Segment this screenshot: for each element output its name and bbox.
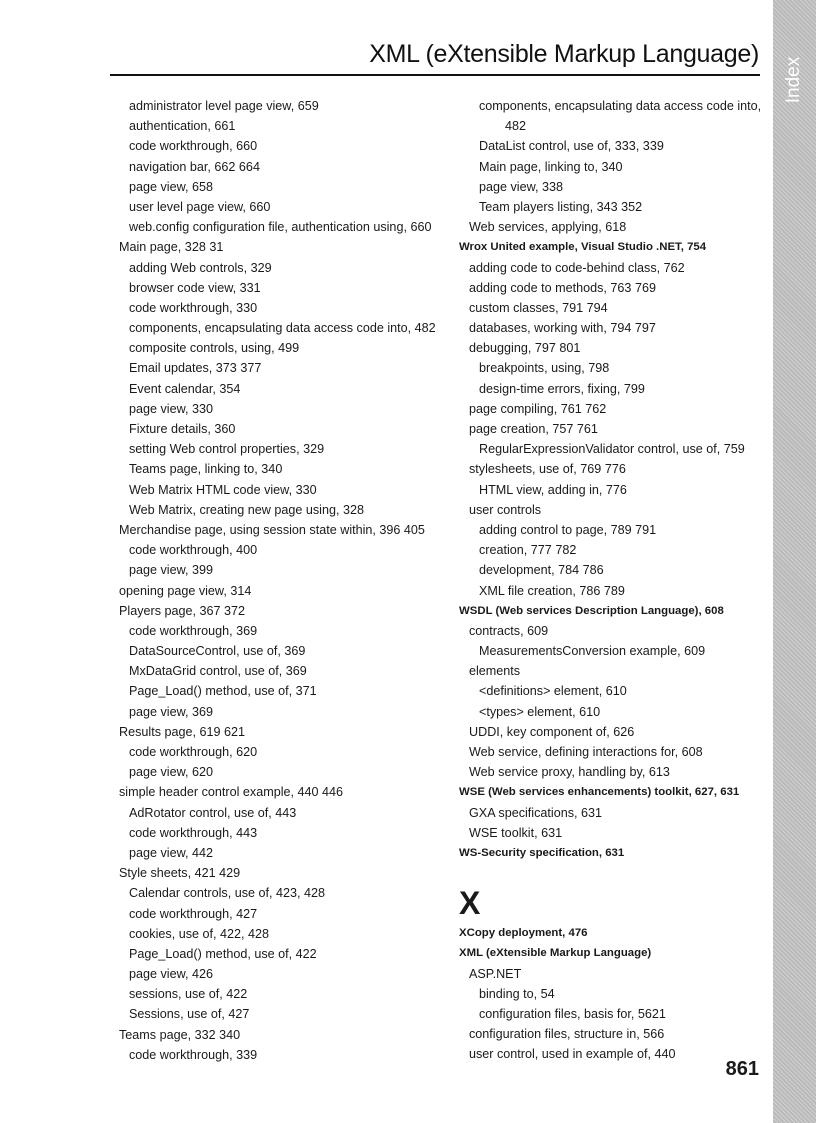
index-subentry: Web Matrix, creating new page using, 328 xyxy=(129,502,364,517)
index-entry: Teams page, 332 340 xyxy=(119,1027,241,1042)
running-header-title: XML (eXtensible Markup Language) xyxy=(369,40,759,68)
index-subentry: MxDataGrid control, use of, 369 xyxy=(129,664,307,679)
index-subentry: code workthrough, 427 xyxy=(129,906,258,921)
index-subentry: custom classes, 791 794 xyxy=(469,300,608,315)
index-subentry: page view, 620 xyxy=(129,765,214,780)
index-subentry: Calendar controls, use of, 423, 428 xyxy=(129,886,326,901)
index-subentry: Page_Load() method, use of, 422 xyxy=(129,946,317,961)
index-side-tab-label: Index xyxy=(783,56,804,104)
index-subentry: adding control to page, 789 791 xyxy=(479,522,657,537)
index-subentry: page creation, 757 761 xyxy=(469,422,598,436)
index-subentry: MeasurementsConversion example, 609 xyxy=(479,644,706,659)
index-subentry: setting Web control properties, 329 xyxy=(129,442,325,457)
index-subentry: Page_Load() method, use of, 371 xyxy=(129,684,317,699)
index-subentry: databases, working with, 794 797 xyxy=(469,321,656,336)
index-entry: XCopy deployment, 476 xyxy=(459,927,588,940)
index-entry: XML (eXtensible Markup Language) xyxy=(459,947,652,960)
index-subentry: configuration files, structure in, 566 xyxy=(469,1027,665,1042)
index-subentry: administrator level page view, 659 xyxy=(129,99,319,113)
index-subentry: page compiling, 761 762 xyxy=(469,401,607,416)
index-subentry: adding code to code-behind class, 762 xyxy=(469,260,685,275)
index-subentry: adding code to methods, 763 769 xyxy=(469,280,656,295)
index-subentry: Teams page, linking to, 340 xyxy=(129,462,283,477)
index-subentry: web.config configuration file, authentication using, 660 xyxy=(129,220,432,235)
index-subentry: HTML view, adding in, 776 xyxy=(479,482,627,497)
index-subentry: code workthrough, 660 xyxy=(129,139,258,154)
index-subentry: ASP.NET xyxy=(469,966,522,981)
index-subentry: page view, 658 xyxy=(129,179,214,194)
index-subentry: page view, 369 xyxy=(129,704,214,719)
index-entry: Merchandise page, using session state within, 396 405 xyxy=(119,522,425,537)
index-subentry: Sessions, use of, 427 xyxy=(129,1007,250,1022)
index-side-tab xyxy=(773,0,816,1123)
index-subentry: user level page view, 660 xyxy=(129,199,271,214)
index-subentry: AdRotator control, use of, 443 xyxy=(129,805,297,820)
index-subentry: browser code view, 331 xyxy=(129,280,261,295)
index-subentry: stylesheets, use of, 769 776 xyxy=(469,462,626,477)
index-entry: WSDL (Web services Description Language), 608 xyxy=(459,604,724,617)
index-subentry: components, encapsulating data access code into, xyxy=(479,99,762,113)
index-entry: Style sheets, 421 429 xyxy=(119,866,241,881)
index-subentry: breakpoints, using, 798 xyxy=(479,361,610,376)
index-entry: Main page, 328 31 xyxy=(119,240,224,255)
index-subentry: UDDI, key component of, 626 xyxy=(469,724,635,739)
section-letter-heading: X xyxy=(459,885,481,922)
index-subentry: debugging, 797 801 xyxy=(469,341,581,356)
index-subentry: <definitions> element, 610 xyxy=(479,684,627,699)
index-subentry: adding Web controls, 329 xyxy=(129,260,272,275)
index-subentry: GXA specifications, 631 xyxy=(469,805,603,820)
index-subentry: WSE toolkit, 631 xyxy=(469,825,563,840)
index-subentry: DataList control, use of, 333, 339 xyxy=(479,139,664,154)
index-subentry: code workthrough, 339 xyxy=(129,1047,258,1062)
index-subentry: code workthrough, 400 xyxy=(129,543,258,558)
index-subentry: code workthrough, 330 xyxy=(129,300,258,315)
index-entry: simple header control example, 440 446 xyxy=(119,785,344,800)
index-subentry: elements xyxy=(469,664,521,679)
index-subentry: page view, 338 xyxy=(479,179,564,194)
index-subentry: composite controls, using, 499 xyxy=(129,341,300,356)
index-entry: WSE (Web services enhancements) toolkit, 627, 631 xyxy=(459,786,740,799)
index-subentry: creation, 777 782 xyxy=(479,543,577,558)
index-subentry: navigation bar, 662 664 xyxy=(129,159,260,174)
index-subentry: code workthrough, 369 xyxy=(129,623,258,638)
index-subentry: configuration files, basis for, 5621 xyxy=(479,1006,666,1021)
index-subentry: Email updates, 373 377 xyxy=(129,361,262,376)
index-subentry: Web services, applying, 618 xyxy=(469,220,627,235)
index-subentry: <types> element, 610 xyxy=(479,704,601,719)
index-subentry: sessions, use of, 422 xyxy=(129,987,248,1002)
index-entry: Players page, 367 372 xyxy=(119,603,246,618)
index-subentry: 482 xyxy=(505,119,527,134)
index-subentry: cookies, use of, 422, 428 xyxy=(129,926,270,941)
index-subentry: user controls xyxy=(469,502,542,517)
index-subentry: Web service, defining interactions for, 608 xyxy=(469,745,703,759)
index-entry: Wrox United example, Visual Studio .NET, 754 xyxy=(459,241,707,254)
page-number: 861 xyxy=(725,1058,759,1080)
index-subentry: design-time errors, fixing, 799 xyxy=(479,381,645,396)
index-subentry: RegularExpressionValidator control, use of, 759 xyxy=(479,442,745,457)
index-subentry: XML file creation, 786 789 xyxy=(479,583,625,598)
index-subentry: Fixture details, 360 xyxy=(129,422,236,436)
index-subentry: page view, 442 xyxy=(129,845,214,860)
index-entry: WS-Security specification, 631 xyxy=(459,846,625,859)
index-subentry: Team players listing, 343 352 xyxy=(479,199,643,214)
index-column-right xyxy=(459,96,762,1064)
index-subentry: authentication, 661 xyxy=(129,119,236,134)
index-subentry: page view, 399 xyxy=(129,563,214,578)
index-subentry: page view, 426 xyxy=(129,967,214,982)
index-subentry: components, encapsulating data access code into, 482 xyxy=(129,321,436,336)
index-subentry: Event calendar, 354 xyxy=(129,381,241,396)
index-subentry: code workthrough, 620 xyxy=(129,745,258,759)
index-subentry: development, 784 786 xyxy=(479,563,604,578)
index-subentry: page view, 330 xyxy=(129,401,214,416)
index-subentry: DataSourceControl, use of, 369 xyxy=(129,644,306,659)
index-entry: Results page, 619 621 xyxy=(119,724,246,739)
index-subentry: Web service proxy, handling by, 613 xyxy=(469,765,670,780)
index-subentry: Main page, linking to, 340 xyxy=(479,159,623,174)
index-subentry: binding to, 54 xyxy=(479,986,555,1001)
index-entry: opening page view, 314 xyxy=(119,583,252,598)
index-subentry: Web Matrix HTML code view, 330 xyxy=(129,482,317,497)
index-subentry: user control, used in example of, 440 xyxy=(469,1047,676,1062)
index-subentry: contracts, 609 xyxy=(469,623,549,638)
index-column-left xyxy=(119,96,439,1065)
header-rule xyxy=(110,74,760,76)
index-subentry: code workthrough, 443 xyxy=(129,825,258,840)
